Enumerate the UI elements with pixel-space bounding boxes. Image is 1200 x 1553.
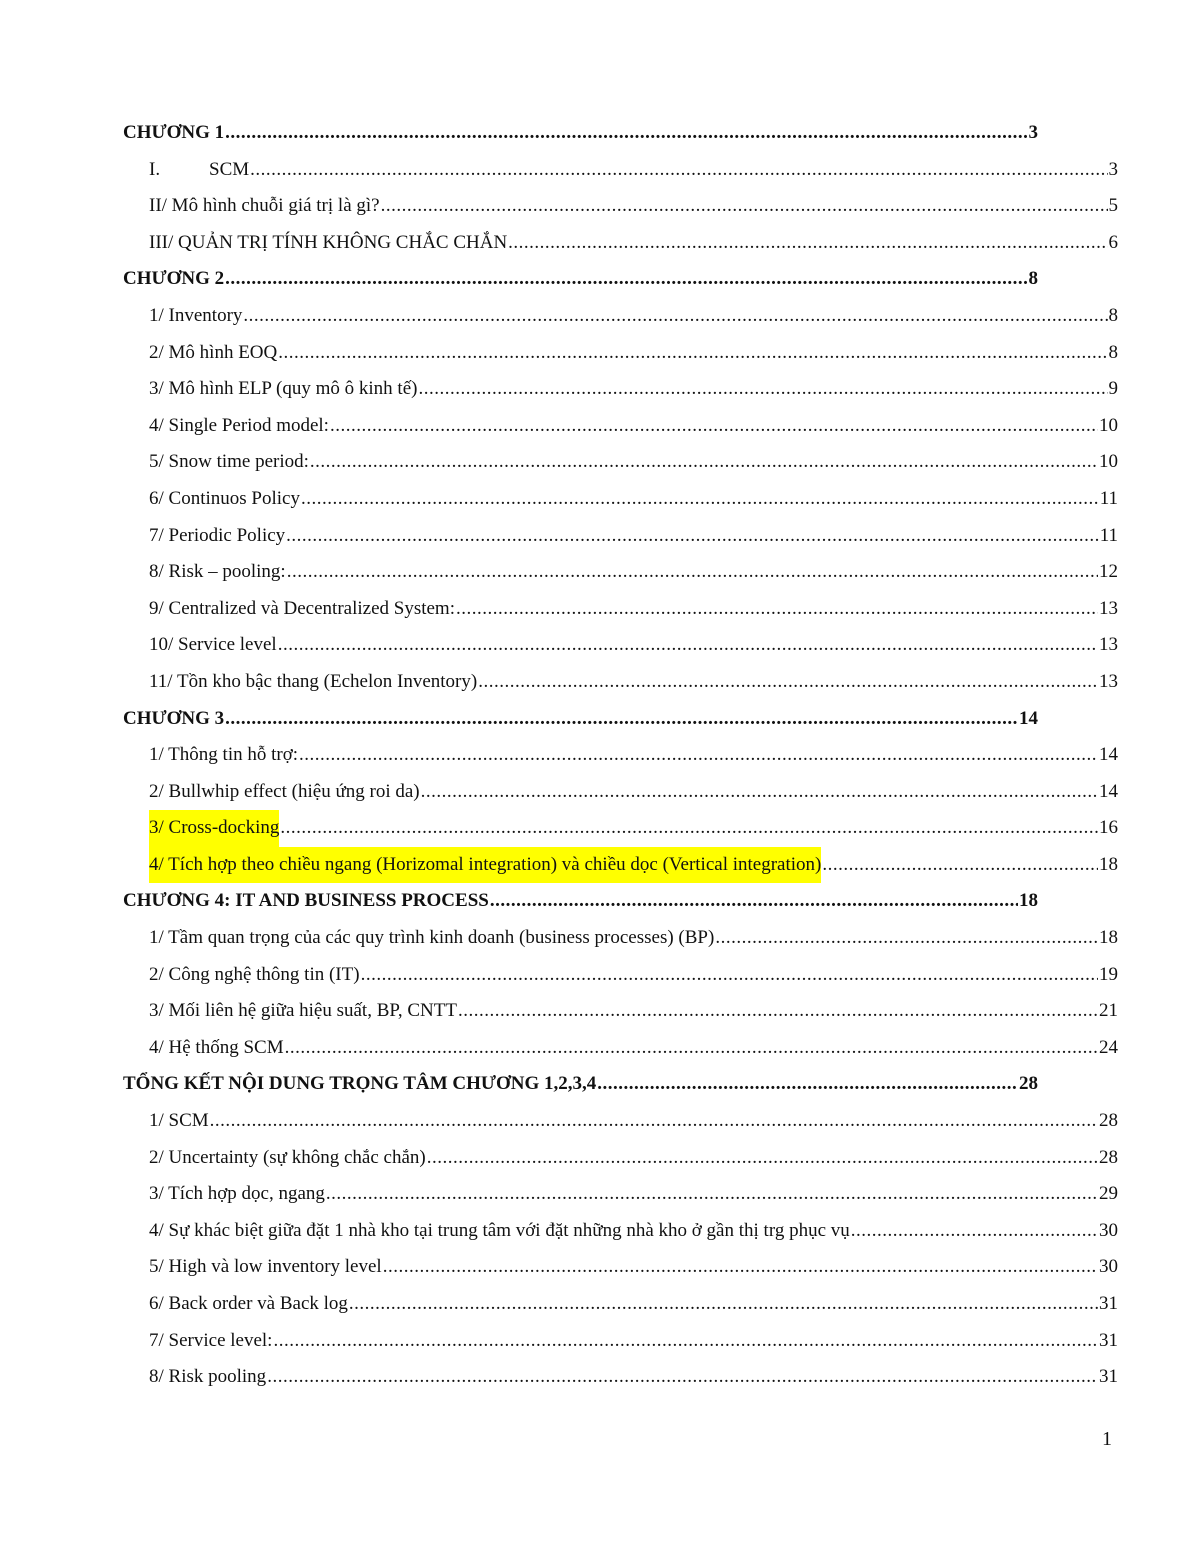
dot-leader	[421, 774, 1098, 811]
toc-entry[interactable]	[149, 627, 1118, 664]
toc-entry-highlighted[interactable]	[149, 810, 1118, 847]
toc-entry-page: 19	[1099, 963, 1118, 985]
toc-entry-label: 8/ Risk pooling	[149, 1366, 267, 1388]
toc-entry-page: 10	[1099, 451, 1118, 473]
toc-entry[interactable]	[149, 957, 1118, 994]
toc-entry-label: 4/ Tích hợp theo chiều ngang (Horizomal integration) và chiều dọc (Vertical integration)	[149, 847, 821, 884]
toc-entry-page: 3	[1108, 158, 1118, 180]
toc-entry-label: 4/ Single Period model:	[149, 414, 329, 436]
dot-leader	[287, 554, 1098, 591]
toc-entry[interactable]	[149, 1249, 1118, 1286]
toc-entry-label: 8/ Risk – pooling:	[149, 561, 286, 583]
toc-entry-page: 28	[1019, 1073, 1038, 1095]
page-number: 1	[1102, 1428, 1112, 1450]
toc-entry-page: 16	[1099, 817, 1118, 839]
dot-leader	[715, 920, 1098, 957]
dot-leader	[286, 518, 1099, 555]
dot-leader	[851, 1213, 1098, 1250]
dot-leader	[361, 957, 1098, 994]
toc-entry-page: 30	[1099, 1219, 1118, 1241]
toc-entry-label: 7/ Periodic Policy	[149, 524, 286, 546]
toc-entry-text: SCM	[209, 158, 250, 180]
toc-entry-page: 14	[1099, 780, 1118, 802]
toc-entry-label: 11/ Tồn kho bậc thang (Echelon Inventory)	[149, 670, 478, 692]
toc-entry[interactable]	[149, 993, 1118, 1030]
toc-entry-page: 5	[1108, 195, 1118, 217]
toc-entry-label: CHƯƠNG 3	[123, 707, 225, 729]
dot-leader	[278, 627, 1098, 664]
toc-entry-label: 2/ Mô hình EOQ	[149, 341, 278, 363]
toc-entry[interactable]	[149, 298, 1118, 335]
toc-entry-page: 13	[1099, 597, 1118, 619]
dot-leader	[508, 225, 1107, 262]
toc-entry-label: CHƯƠNG 1	[123, 122, 225, 143]
dot-leader	[273, 1323, 1098, 1360]
toc-entry[interactable]	[149, 481, 1118, 518]
toc-entry-label: 9/ Centralized và Decentralized System:	[149, 597, 455, 619]
toc-entry[interactable]	[149, 518, 1118, 555]
toc-entry[interactable]	[149, 1030, 1118, 1067]
toc-entry-number: I.	[149, 158, 161, 180]
toc-entry-label: II/ Mô hình chuỗi giá trị là gì?	[149, 195, 380, 217]
toc-entry[interactable]	[149, 1213, 1118, 1250]
toc-entry-page: 24	[1099, 1036, 1118, 1058]
toc-entry-label: 1/ Inventory	[149, 304, 243, 326]
dot-leader	[478, 664, 1098, 701]
toc-entry-page: 12	[1099, 561, 1118, 583]
toc-entry-label: 3/ Mô hình ELP (quy mô ô kinh tế)	[149, 378, 418, 400]
toc-entry-page: 8	[1108, 341, 1118, 363]
toc-chapter-entry[interactable]	[123, 261, 1038, 298]
toc-entry-label: CHƯƠNG 2	[123, 268, 225, 290]
toc-entry[interactable]	[149, 554, 1118, 591]
toc-entry-label: 10/ Service level	[149, 634, 277, 656]
toc-entry-page: 14	[1099, 744, 1118, 766]
dot-leader	[381, 188, 1108, 225]
dot-leader	[278, 335, 1107, 372]
toc-chapter-entry[interactable]	[123, 883, 1038, 920]
toc-entry-label: 1/ Tầm quan trọng của các quy trình kinh doanh (business processes) (BP)	[149, 927, 715, 949]
toc-entry-label	[149, 152, 249, 189]
toc-entry-label: 1/ SCM	[149, 1110, 209, 1132]
toc-entry[interactable]	[149, 225, 1118, 262]
toc-entry-label: 3/ Cross-docking	[149, 810, 279, 847]
toc-entry[interactable]	[149, 591, 1118, 628]
toc-entry-label: 5/ High và low inventory level	[149, 1256, 382, 1278]
toc-entry[interactable]	[149, 1176, 1118, 1213]
toc-entry-page: 8	[1028, 268, 1038, 290]
toc-entry-page: 11	[1099, 487, 1118, 509]
toc-chapter-entry[interactable]	[123, 701, 1038, 738]
toc-entry-page: 31	[1099, 1329, 1118, 1351]
toc-entry-label: 7/ Service level:	[149, 1329, 273, 1351]
toc-entry-page: 18	[1099, 927, 1118, 949]
toc-entry[interactable]	[149, 774, 1118, 811]
toc-entry[interactable]	[149, 408, 1118, 445]
toc-entry-page: 31	[1099, 1366, 1118, 1388]
toc-entry[interactable]	[149, 1359, 1118, 1396]
dot-leader	[225, 115, 1027, 152]
toc-entry[interactable]	[149, 1103, 1118, 1140]
dot-leader	[243, 298, 1107, 335]
toc-entry[interactable]	[149, 335, 1118, 372]
toc-entry-label: 5/ Snow time period:	[149, 451, 309, 473]
toc-entry[interactable]	[149, 444, 1118, 481]
toc-entry-label: 6/ Back order và Back log	[149, 1293, 348, 1314]
dot-leader	[822, 847, 1098, 884]
toc-entry-label: III/ QUẢN TRỊ TÍNH KHÔNG CHẮC CHẮN	[149, 231, 508, 253]
dot-leader	[267, 1359, 1098, 1396]
toc-entry-page: 31	[1099, 1293, 1118, 1314]
dot-leader	[349, 1286, 1098, 1323]
dot-leader	[597, 1066, 1018, 1103]
toc-entry[interactable]	[149, 664, 1118, 701]
toc-entry-label: 4/ Hệ thống SCM	[149, 1036, 284, 1058]
toc-entry-page: 30	[1099, 1256, 1118, 1278]
dot-leader	[310, 444, 1098, 481]
toc-entry-page: 10	[1099, 414, 1118, 436]
toc-entry-page: 11	[1099, 524, 1118, 546]
toc-entry-page: 29	[1099, 1183, 1118, 1205]
toc-entry[interactable]	[149, 1286, 1118, 1323]
toc-entry-page: 9	[1108, 378, 1118, 400]
toc-entry[interactable]	[149, 1323, 1118, 1360]
dot-leader	[225, 701, 1018, 738]
toc-entry-page: 21	[1099, 1000, 1118, 1022]
toc-entry[interactable]	[149, 737, 1118, 774]
toc-entry-page: 14	[1019, 707, 1038, 729]
toc-entry-page: 18	[1019, 890, 1038, 912]
toc-entry[interactable]	[149, 1140, 1118, 1177]
toc-entry-label: 3/ Mối liên hệ giữa hiệu suất, BP, CNTT	[149, 1000, 457, 1022]
toc-entry-label: 2/ Công nghệ thông tin (IT)	[149, 963, 360, 985]
toc-entry-label: 2/ Bullwhip effect (hiệu ứng roi da)	[149, 780, 420, 802]
toc-entry-page: 28	[1099, 1146, 1118, 1168]
toc-entry-label: 4/ Sự khác biệt giữa đặt 1 nhà kho tại trung tâm với đặt những nhà kho ở gần thị trg phục vụ	[149, 1219, 850, 1241]
toc-entry-page: 3	[1028, 122, 1038, 143]
table-of-contents	[123, 115, 1118, 1396]
dot-leader	[458, 993, 1098, 1030]
toc-entry[interactable]	[149, 152, 1118, 189]
toc-entry-label: 3/ Tích hợp dọc, ngang	[149, 1183, 325, 1205]
dot-leader	[301, 481, 1099, 518]
toc-entry-label: 2/ Uncertainty (sự không chắc chắn)	[149, 1146, 426, 1168]
toc-entry-page: 13	[1099, 670, 1118, 692]
toc-entry-label: TỔNG KẾT NỘI DUNG TRỌNG TÂM CHƯƠNG 1,2,3,4	[123, 1073, 597, 1095]
toc-entry-highlighted[interactable]	[149, 847, 1118, 884]
dot-leader	[280, 810, 1098, 847]
toc-entry-label: 6/ Continuos Policy	[149, 487, 300, 509]
toc-entry[interactable]	[149, 188, 1118, 225]
toc-entry-page: 8	[1108, 304, 1118, 326]
dot-leader	[285, 1030, 1098, 1067]
dot-leader	[326, 1176, 1098, 1213]
dot-leader	[383, 1249, 1098, 1286]
toc-chapter-entry[interactable]	[123, 115, 1038, 152]
dot-leader	[330, 408, 1098, 445]
toc-entry[interactable]	[149, 371, 1118, 408]
dot-leader	[250, 152, 1107, 189]
dot-leader	[299, 737, 1098, 774]
dot-leader	[210, 1103, 1098, 1140]
toc-entry-label: 1/ Thông tin hỗ trợ:	[149, 744, 299, 766]
toc-entry-page: 18	[1099, 853, 1118, 875]
toc-entry-page: 28	[1099, 1110, 1118, 1132]
dot-leader	[418, 371, 1107, 408]
dot-leader	[225, 261, 1027, 298]
toc-entry-page: 6	[1108, 231, 1118, 253]
dot-leader	[490, 883, 1018, 920]
toc-entry[interactable]	[149, 920, 1118, 957]
toc-chapter-entry[interactable]	[123, 1066, 1038, 1103]
dot-leader	[427, 1140, 1098, 1177]
toc-entry-label: CHƯƠNG 4: IT AND BUSINESS PROCESS	[123, 890, 489, 912]
dot-leader	[456, 591, 1098, 628]
toc-entry-page: 13	[1099, 634, 1118, 656]
